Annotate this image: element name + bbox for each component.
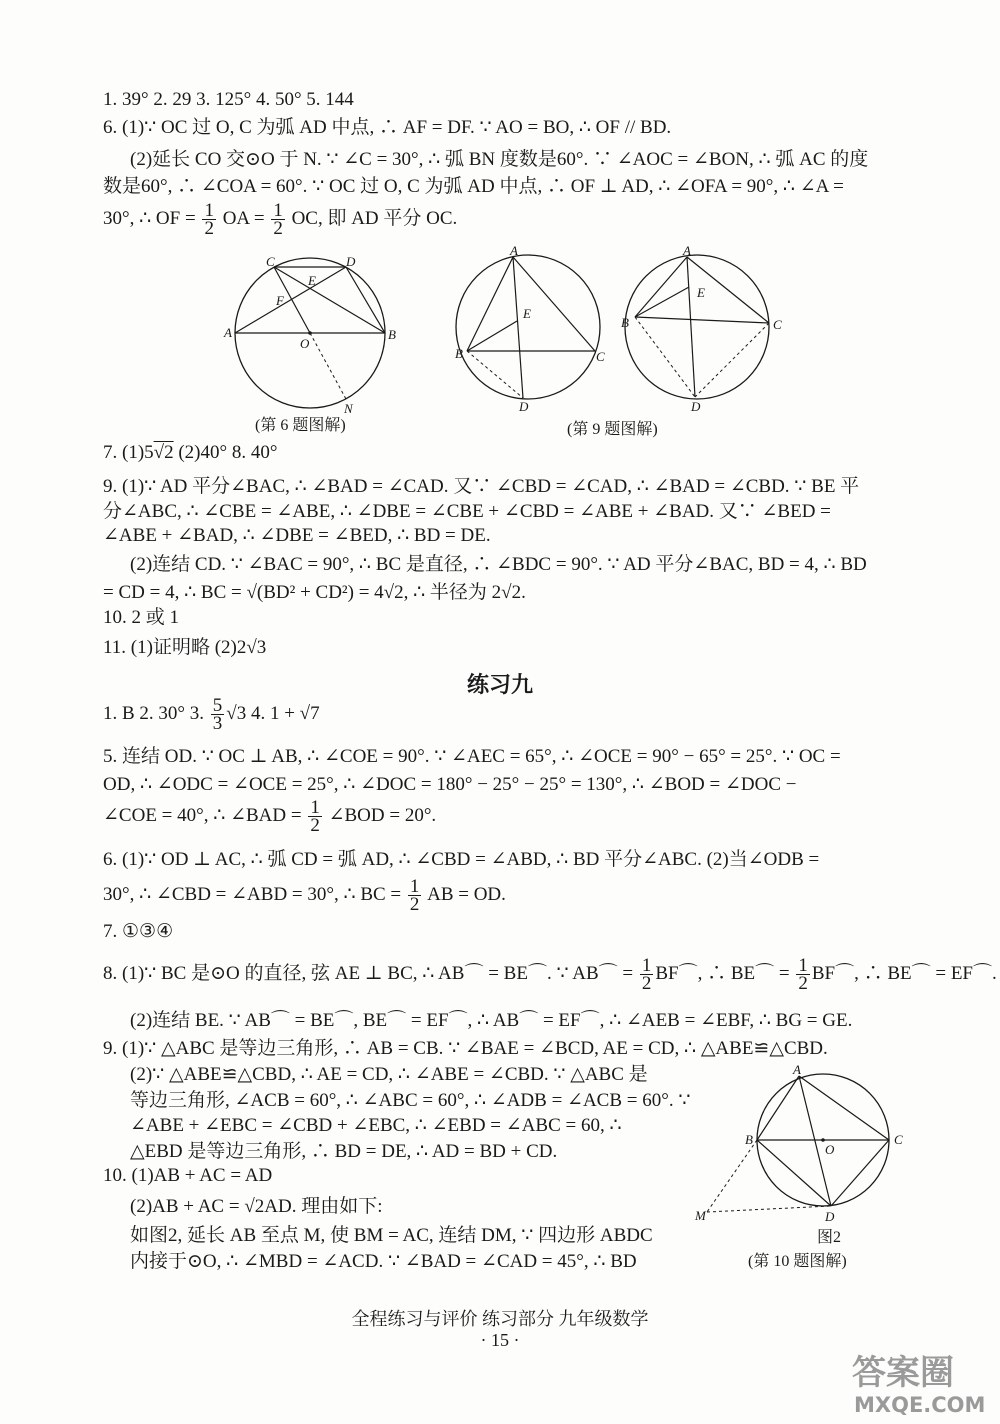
denominator: 2: [641, 973, 652, 995]
segment: [757, 1076, 799, 1140]
label-n: N: [344, 401, 353, 416]
figure-10-diagram: [695, 1062, 905, 1222]
answer-line-5a: 5. 连结 OD. ∵ OC ⊥ AB, ∴ ∠COE = 90°. ∵ ∠AEC = 65°, ∴ ∠OCE = 90° − 65° = 25°. ∵ OC =: [103, 746, 841, 767]
text-segment: OC, 即 AD 平分 OC.: [291, 208, 458, 229]
label-c: C: [266, 254, 275, 269]
watermark-bottom-text: MXQE.COM: [854, 1393, 986, 1417]
answer-line-9a: 9. (1)∵ △ABC 是等边三角形, ∴ AB = CB. ∵ ∠BAE = ∠BCD, AE = CD, ∴ △ABE≌△CBD.: [103, 1038, 828, 1059]
figure-10-label: 图2: [817, 1229, 842, 1246]
numerator: 1: [409, 876, 420, 898]
answer-line-10b: (2)AB + AC = √2AD. 理由如下:: [130, 1196, 383, 1217]
segment: [757, 1140, 831, 1206]
numerator: 1: [310, 797, 320, 819]
label-b: B: [621, 315, 629, 330]
text-segment: BF⌒, ∴ BE⌒ =: [655, 963, 790, 984]
answer-line-9-2b: = CD = 4, ∴ BC = √(BD² + CD²) = 4√2, ∴ 半径为 2√2.: [103, 582, 526, 603]
figure-6-caption: (第 6 题图解): [255, 417, 346, 434]
circle-left: [456, 255, 600, 399]
text-segment: √2: [153, 442, 174, 463]
segment: [635, 257, 687, 317]
text-segment: 1. B 2. 30° 3.: [103, 703, 205, 724]
fraction-one-half: [202, 200, 216, 240]
figure-6-diagram: [224, 254, 400, 425]
label-b: B: [388, 327, 396, 342]
denominator: 2: [798, 973, 808, 995]
text-segment: 7. (1)5: [103, 442, 154, 463]
answer-line-6b: [103, 875, 506, 915]
dashed-segment: [635, 317, 695, 397]
label-e: E: [697, 285, 705, 300]
answer-line-6-2c: [103, 199, 457, 239]
dashed-segment: [707, 1206, 831, 1212]
fraction-five-thirds: [211, 695, 225, 735]
label-d: D: [825, 1209, 835, 1224]
numerator: 1: [204, 200, 214, 222]
answer-line-9b: (2)∵ △ABE≌△CBD, ∴ AE = CD, ∴ ∠ABE = ∠CBD. ∵ △ABC 是: [130, 1064, 648, 1085]
answer-line-6-2b: 数是60°, ∴ ∠COA = 60°. ∵ OC 过 O, C 为弧 AD 中点, ∴ OF ⊥ AD, ∴ ∠OFA = 90°, ∴ ∠A =: [103, 176, 844, 197]
label-a: A: [793, 1062, 801, 1077]
answer-line-9-1b: 分∠ABC, ∴ ∠CBE = ∠ABE, ∴ ∠DBE = ∠CBE + ∠CBD = ∠ABE + ∠BAD. 又∵ ∠BED =: [103, 501, 831, 522]
text-segment: 30°, ∴ ∠CBD = ∠ABD = 30°, ∴ BC =: [103, 884, 402, 905]
label-b: B: [745, 1132, 753, 1147]
section-heading: 练习九: [466, 673, 533, 698]
fraction-one-half: [308, 797, 322, 837]
text-segment: ∠BOD = 20°.: [328, 805, 437, 826]
numerator: 1: [641, 955, 652, 977]
dashed-segment: [310, 333, 346, 399]
answer-line-7: 7. ①③④: [103, 921, 174, 942]
denominator: 3: [212, 713, 223, 735]
label-d: D: [346, 254, 356, 269]
segment: [513, 257, 595, 351]
watermark-top-text: 答案圈: [852, 1353, 954, 1393]
answer-line-9d: ∠ABE + ∠EBC = ∠CBD + ∠EBC, ∴ ∠EBD = ∠ABC = 60, ∴: [130, 1115, 622, 1136]
label-a: A: [683, 243, 691, 258]
dashed-segment: [695, 323, 769, 397]
label-e: E: [308, 273, 316, 288]
text-segment: AB = OD.: [427, 884, 506, 905]
numerator: 1: [798, 955, 808, 977]
answer-line-8b: (2)连结 BE. ∵ AB⌒ = BE⌒, BE⌒ = EF⌒, ∴ AB⌒ = EF⌒, ∴ ∠AEB = ∠EBF, ∴ BG = GE.: [130, 1010, 853, 1031]
answer-line-1-4: [103, 694, 320, 734]
answer-line-10c: 如图2, 延长 AB 至点 M, 使 BM = AC, 连结 DM, ∵ 四边形 ABDC: [130, 1225, 653, 1246]
text-segment: (2)40° 8. 40°: [173, 442, 278, 463]
answer-line-1: 1. 39° 2. 29 3. 125° 4. 50° 5. 144: [103, 89, 354, 110]
answer-line-10a: 10. (1)AB + AC = AD: [103, 1165, 273, 1186]
denominator: 2: [204, 218, 214, 240]
label-d: D: [519, 399, 529, 414]
segment: [687, 257, 695, 397]
label-d: D: [691, 399, 701, 414]
answer-line-7-8: [103, 442, 277, 464]
fraction-one-half: [408, 876, 422, 916]
page-number: · 15 ·: [480, 1330, 520, 1350]
label-a: A: [224, 325, 232, 340]
answer-line-10d: 内接于⊙O, ∴ ∠MBD = ∠ACD. ∵ ∠BAD = ∠CAD = 45°, ∴ BD: [130, 1251, 637, 1272]
watermark-logo: [846, 1338, 996, 1418]
figure-10-caption: (第 10 题图解): [748, 1253, 847, 1270]
answer-line-8a: [103, 954, 997, 994]
fraction-one-half: [796, 955, 810, 995]
dashed-segment: [707, 1140, 757, 1212]
circle-right: [625, 255, 769, 399]
answer-line-6a: 6. (1)∵ OD ⊥ AC, ∴ 弧 CD = 弧 AD, ∴ ∠CBD = ∠ABD, ∴ BD 平分∠ABC. (2)当∠ODB =: [103, 849, 820, 870]
figure-9-diagram: [455, 245, 805, 415]
answer-line-5c: [103, 796, 436, 836]
label-a: A: [510, 243, 518, 258]
answer-line-10: 10. 2 或 1: [103, 607, 180, 628]
text-segment: OA =: [222, 208, 265, 229]
numerator: 5: [212, 695, 223, 717]
answer-line-9-2a: (2)连结 CD. ∵ ∠BAC = 90°, ∴ BC 是直径, ∴ ∠BDC = 90°. ∵ AD 平分∠BAC, BD = 4, ∴ BD: [130, 554, 867, 575]
denominator: 2: [273, 218, 283, 240]
label-o: O: [825, 1142, 835, 1157]
text-segment: 30°, ∴ OF =: [103, 208, 196, 229]
label-m: M: [695, 1208, 706, 1223]
answer-line-11: 11. (1)证明略 (2)2√3: [103, 637, 267, 658]
answer-line-9e: △EBD 是等边三角形, ∴ BD = DE, ∴ AD = BD + CD.: [130, 1141, 558, 1162]
label-c: C: [894, 1132, 903, 1147]
label-c: C: [596, 349, 605, 364]
answer-line-5b: OD, ∴ ∠ODC = ∠OCE = 25°, ∴ ∠DOC = 180° − 25° − 25° = 130°, ∴ ∠BOD = ∠DOC −: [103, 774, 797, 795]
answer-line-9c: 等边三角形, ∠ACB = 60°, ∴ ∠ABC = 60°, ∴ ∠ADB = ∠ACB = 60°. ∵: [130, 1090, 691, 1111]
segment: [346, 267, 385, 333]
text-segment: 8. (1)∵ BC 是⊙O 的直径, 弦 AE ⊥ BC, ∴ AB⌒ = BE⌒. ∵ AB⌒ =: [103, 963, 634, 984]
fraction-one-half: [640, 955, 654, 995]
segment: [513, 257, 523, 398]
segment: [635, 317, 769, 323]
label-o: O: [300, 336, 310, 351]
label-c: C: [773, 317, 782, 332]
fraction-one-half: [271, 200, 285, 240]
text-segment: √3 4. 1 + √7: [226, 703, 320, 724]
label-e: E: [523, 306, 531, 321]
text-segment: ∠COE = 40°, ∴ ∠BAD =: [103, 805, 302, 826]
answer-line-6-1: 6. (1)∵ OC 过 O, C 为弧 AD 中点, ∴ AF = DF. ∵ AO = BO, ∴ OF // BD.: [103, 117, 672, 138]
label-b: B: [455, 346, 463, 361]
center-point: [308, 331, 312, 335]
footer-title: 全程练习与评价 练习部分 九年级数学: [351, 1309, 649, 1329]
answer-line-9-1a: 9. (1)∵ AD 平分∠BAC, ∴ ∠BAD = ∠CAD. 又∵ ∠CBD = ∠CAD, ∴ ∠BAD = ∠CBD. ∵ BE 平: [103, 476, 860, 497]
denominator: 2: [409, 894, 420, 916]
numerator: 1: [273, 200, 283, 222]
figure-9-caption: (第 9 题图解): [567, 421, 658, 438]
text-segment: BF⌒, ∴ BE⌒ = EF⌒.: [811, 963, 997, 984]
denominator: 2: [310, 815, 320, 837]
label-f: F: [276, 293, 284, 308]
segment: [635, 287, 689, 317]
answer-line-6-2a: (2)延长 CO 交⊙O 于 N. ∵ ∠C = 30°, ∴ 弧 BN 度数是60°. ∵ ∠AOC = ∠BON, ∴ 弧 AC 的度: [130, 149, 869, 170]
answer-line-9-1c: ∠ABE + ∠BAD, ∴ ∠DBE = ∠BED, ∴ BD = DE.: [103, 525, 491, 546]
